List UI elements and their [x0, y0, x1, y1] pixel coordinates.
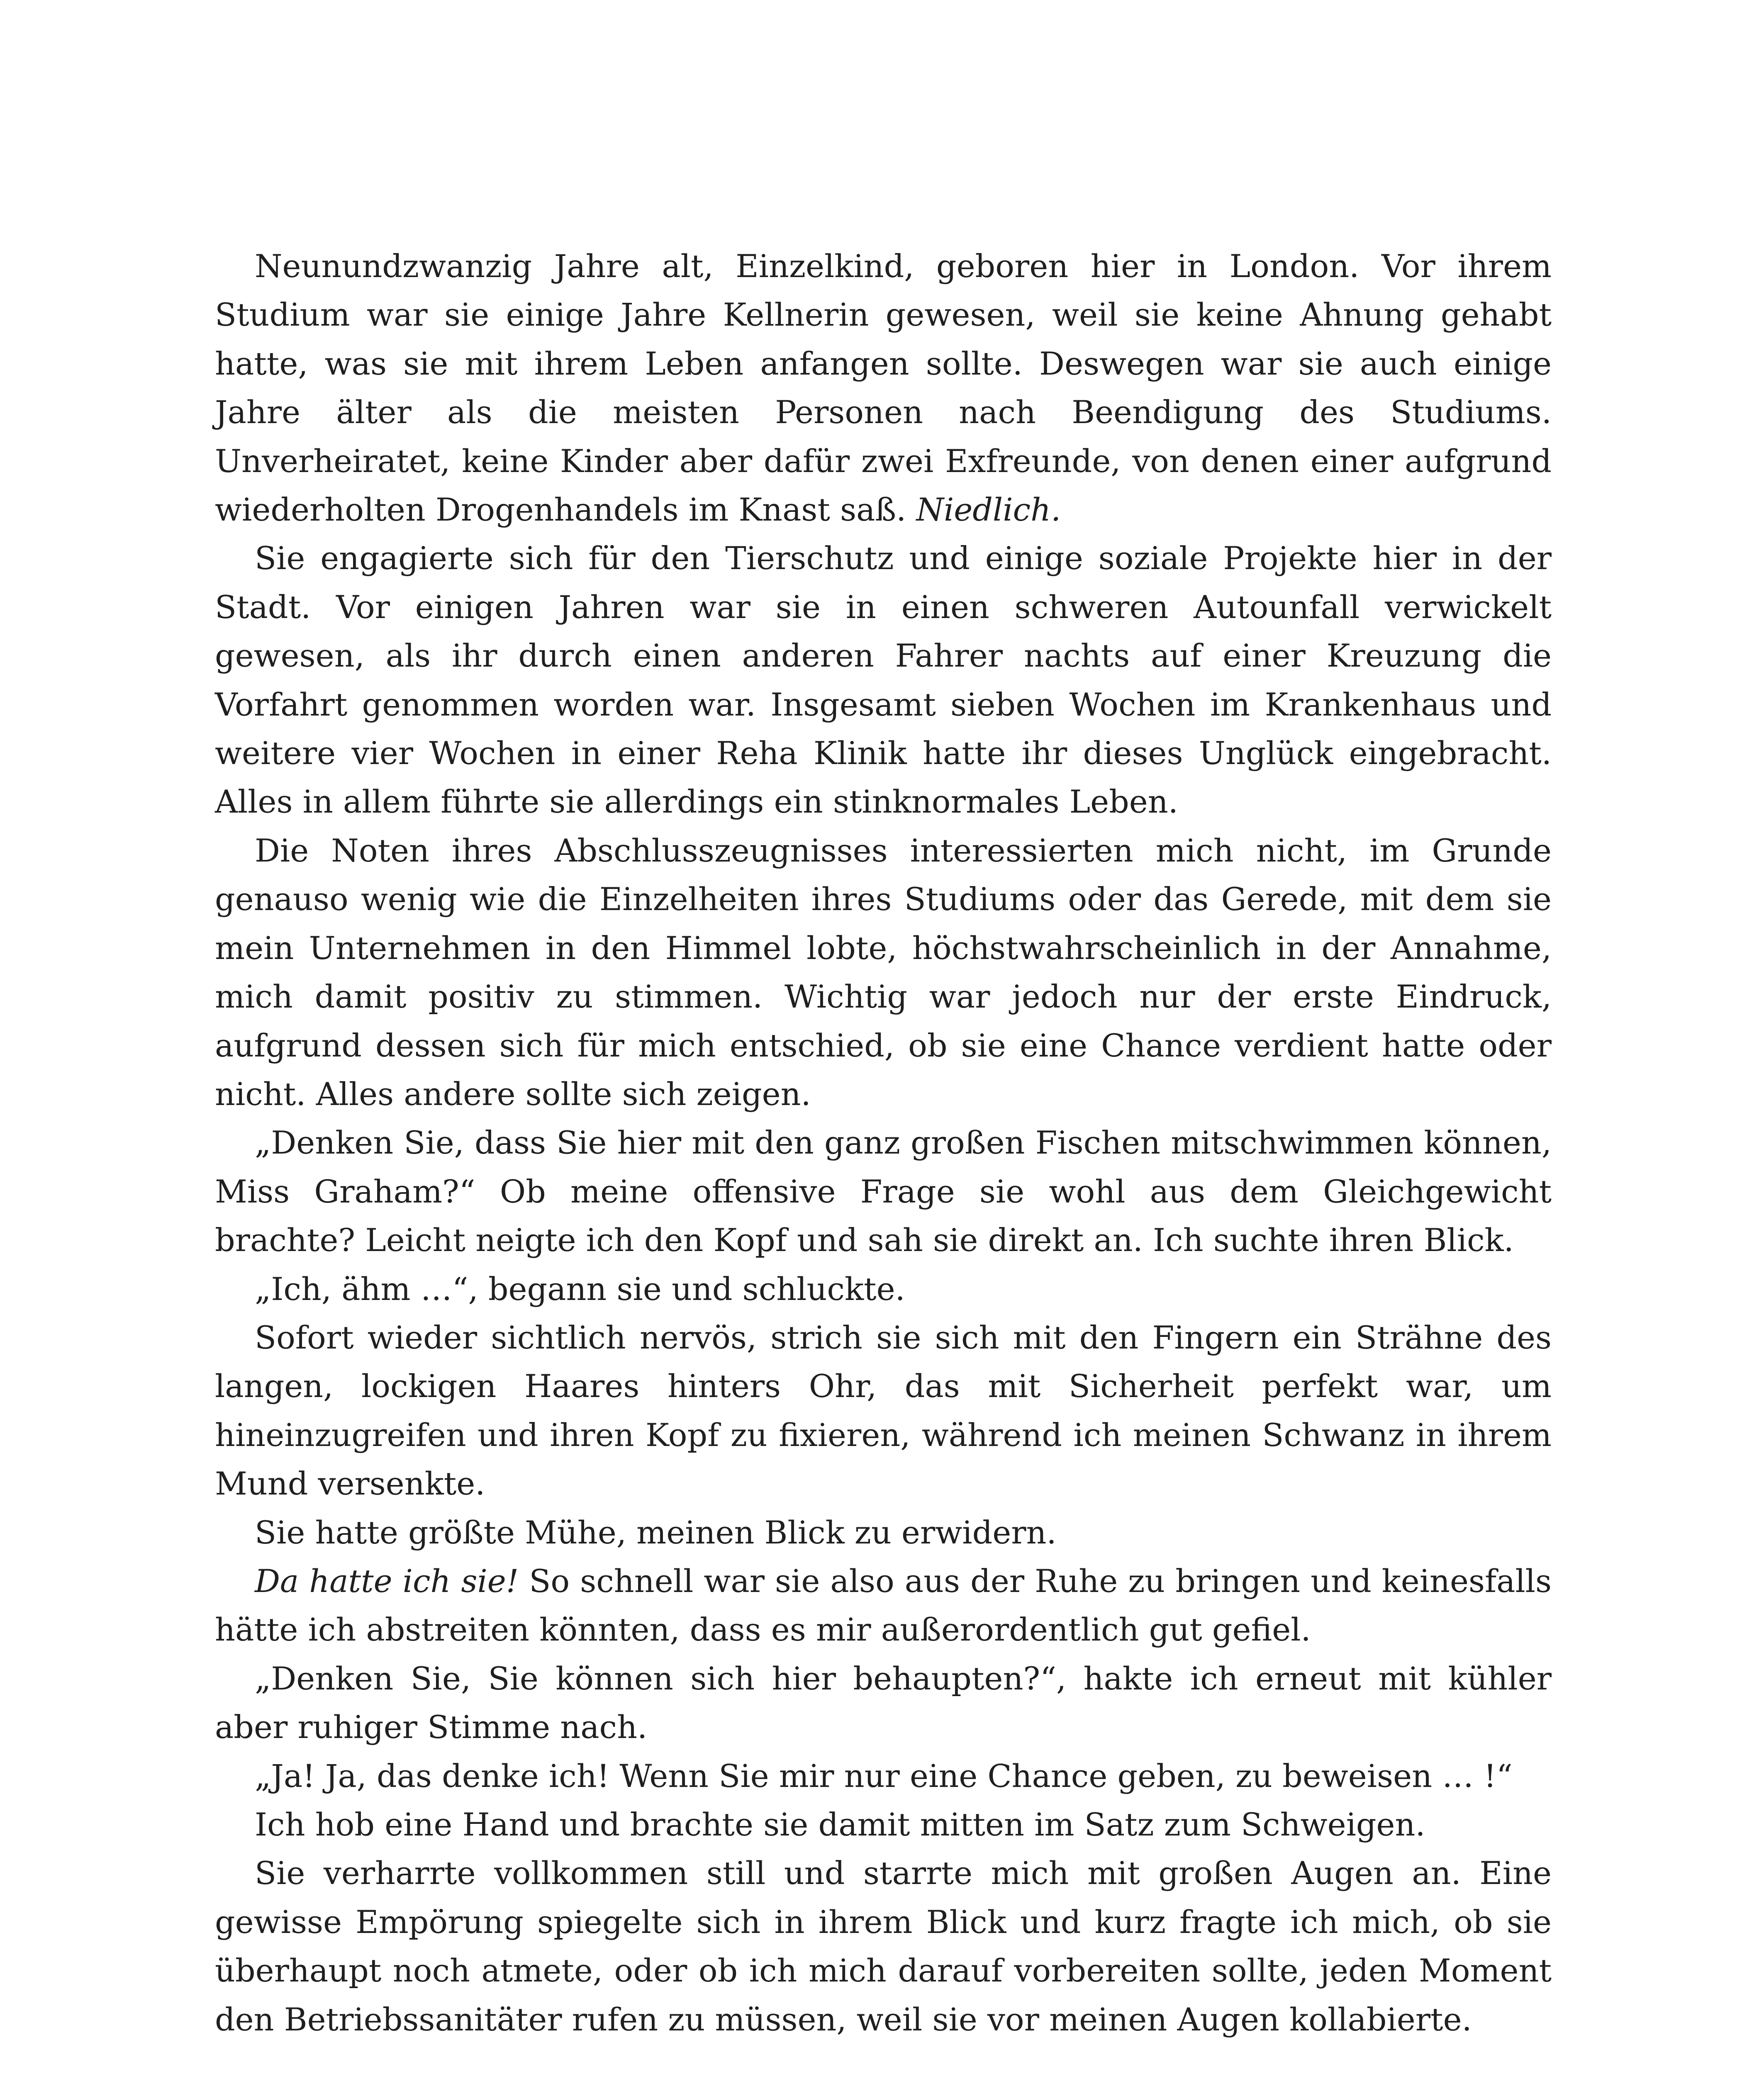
paragraph-10: „Ja! Ja, das denke ich! Wenn Sie mir nur eine Chance geben, zu beweisen … !“: [255, 1757, 1513, 1794]
paragraph-4: „Denken Sie, dass Sie hier mit den ganz großen Fischen mitschwimmen können, Miss Graham?“ Ob meine offensive Frage sie wohl aus dem Gleichgewicht brachte? Leicht neigte ich den Kopf und sah sie direkt an. Ich suchte ihren Blick.: [215, 1124, 1552, 1259]
paragraph-7: Sie hatte größte Mühe, meinen Blick zu erwidern.: [255, 1514, 1057, 1551]
paragraph-9: „Denken Sie, Sie können sich hier behaupten?“, hakte ich erneut mit kühler aber ruhiger Stimme nach.: [215, 1660, 1552, 1746]
paragraph-11: Ich hob eine Hand und brachte sie damit mitten im Satz zum Schweigen.: [255, 1806, 1425, 1843]
italic-emphasis: Niedlich.: [916, 491, 1061, 528]
italic-emphasis: Da hatte ich sie!: [255, 1562, 519, 1599]
paragraph-2: Sie engagierte sich für den Tierschutz und einige soziale Projekte hier in der Stadt. Vor einigen Jahren war sie in einen schweren Autounfall verwickelt gewesen, als ihr durch einen anderen Fahrer nachts auf einer Kreuzung die Vorfahrt genommen worden war. Insgesamt sieben Wochen im Krankenhaus und weitere vier Wochen in einer Reha Klinik hatte ihr dieses Unglück eingebracht. Alles in allem führte sie allerdings ein stinknormales Leben.: [215, 540, 1552, 820]
paragraph-1: Neunundzwanzig Jahre alt, Einzelkind, geboren hier in London. Vor ihrem Studium war sie einige Jahre Kellnerin gewesen, weil sie keine Ahnung gehabt hatte, was sie mit ihrem Leben anfangen sollte. Deswegen war sie auch einige Jahre älter als die meisten Personen nach Beendigung des Studiums. Unverheiratet, keine Kinder aber dafür zwei Exfreunde, von denen einer aufgrund wiederholten Drogenhandels im Knast saß. Niedlich.: [215, 248, 1552, 528]
paragraph-12: Sie verharrte vollkommen still und starrte mich mit großen Augen an. Eine gewisse Empörung spiegelte sich in ihrem Blick und kurz fragte ich mich, ob sie überhaupt noch atmete, oder ob ich mich darauf vorbereiten sollte, jeden Moment den Betriebssanitäter rufen zu müssen, weil sie vor meinen Augen kollabierte.: [215, 1855, 1552, 2038]
body-text: [215, 242, 1552, 2044]
paragraph-3: Die Noten ihres Abschlusszeugnisses interessierten mich nicht, im Grunde genauso wenig wie die Einzelheiten ihres Studiums oder das Gerede, mit dem sie mein Unternehmen in den Himmel lobte, höchstwahrscheinlich in der Annahme, mich damit positiv zu stimmen. Wichtig war jedoch nur der erste Eindruck, aufgrund dessen sich für mich entschied, ob sie eine Chance verdient hatte oder nicht. Alles andere sollte sich zeigen.: [215, 832, 1552, 1112]
paragraph-8: Da hatte ich sie! So schnell war sie also aus der Ruhe zu bringen und keinesfalls hätte ich abstreiten könnten, dass es mir außerordentlich gut gefiel.: [215, 1562, 1552, 1648]
paragraph-6: Sofort wieder sichtlich nervös, strich sie sich mit den Fingern ein Strähne des langen, lockigen Haares hinters Ohr, das mit Sicherheit perfekt war, um hineinzugreifen und ihren Kopf zu fixieren, während ich meinen Schwanz in ihrem Mund versenkte.: [215, 1319, 1552, 1502]
paragraph-5: „Ich, ähm …“, begann sie und schluckte.: [255, 1270, 905, 1307]
